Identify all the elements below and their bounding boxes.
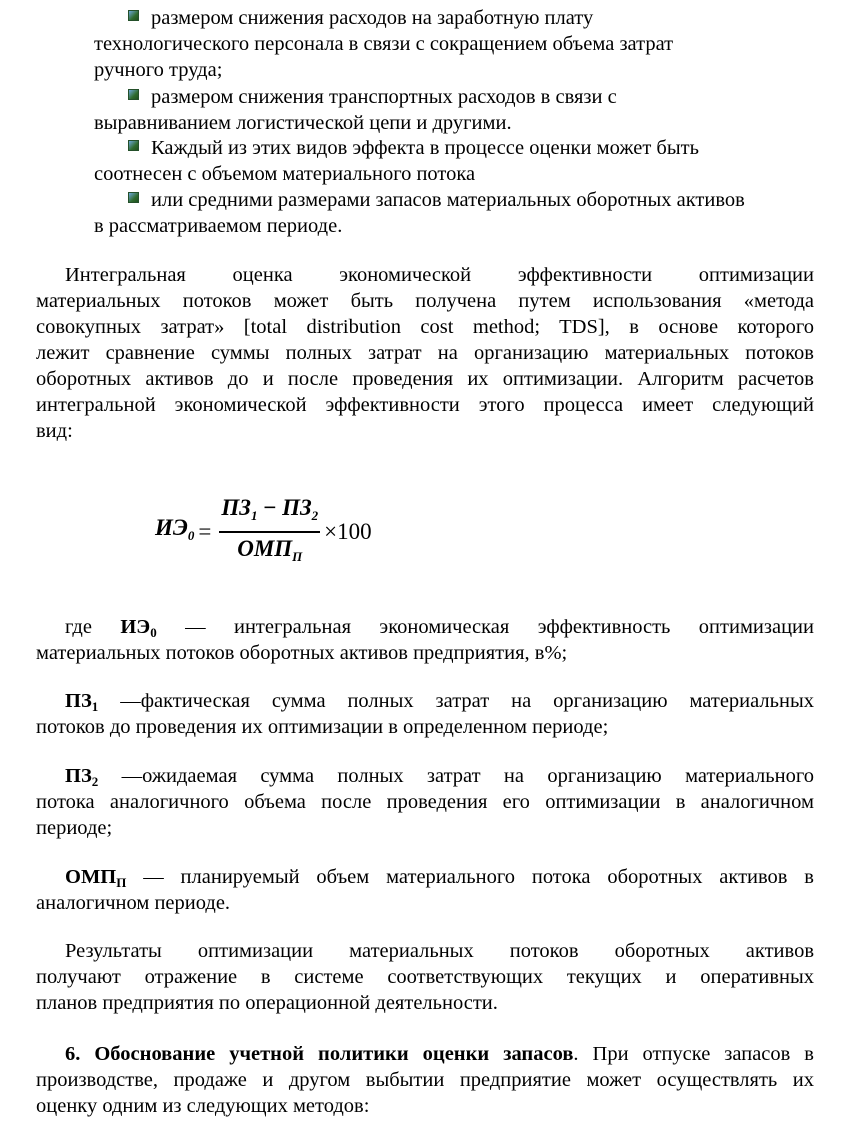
paragraph-line: интегральной экономической эффективности этого процесса имеет следующий — [36, 394, 814, 416]
definition-omp — [36, 864, 814, 916]
definition-line: $ОМП_П$ — планируемый объем материального потока оборотных активов в — [65, 866, 814, 890]
square-bullet-icon — [128, 89, 139, 100]
bullet-item-1-line3: ручного труда; — [94, 59, 223, 81]
bullet-item-3-line1 — [128, 135, 699, 161]
definition-line: периоде; — [36, 817, 113, 839]
paragraph-line: получают отражение в системе соответствующих текущих и оперативных — [36, 966, 814, 988]
definition-line: аналогичном периоде. — [36, 892, 231, 914]
definition-line: $ПЗ_2$ —ожидаемая сумма полных затрат на организацию материального — [65, 765, 814, 789]
formula-lhs: $ИЭ_0$ — [155, 515, 195, 543]
bullet-text: Каждый из этих видов эффекта в процессе оценки может быть — [151, 137, 699, 159]
paragraph-line: материальных потоков может быть получена путем использования «метода — [36, 290, 814, 312]
bullet-text: или средними размерами запасов материальных оборотных активов — [151, 189, 745, 211]
paragraph-results — [36, 938, 814, 1016]
paragraph-line: совокупных затрат» [total distribution cost method; TDS], в основе которого — [36, 316, 814, 338]
section-heading: 6. Обоснование учетной политики оценки запасов — [65, 1043, 574, 1065]
paragraph-integral-assessment — [36, 262, 814, 444]
definition-pz2 — [36, 763, 814, 841]
section-heading-line: 6. Обоснование учетной политики оценки запасов. При отпуске запасов в — [65, 1043, 814, 1065]
definition-line: потока аналогичного объема после проведения его оптимизации в аналогичном — [36, 791, 814, 813]
bullet-text: размером снижения расходов на заработную плату — [151, 7, 594, 29]
bullet-item-4-line1 — [128, 187, 745, 213]
definition-line: где $ИЭ_0$ — интегральная экономическая эффективность оптимизации — [65, 616, 814, 640]
formula-multiplier: ×100 — [324, 519, 372, 544]
bullet-item-1-line2: технологического персонала в связи с сокращением объема затрат — [94, 33, 674, 55]
definition-line: потоков до проведения их оптимизации в определенном периоде; — [36, 716, 609, 738]
bullet-item-4-line2: в рассматриваемом периоде. — [94, 215, 343, 237]
formula-numerator: $ПЗ_1 - ПЗ_2$ — [219, 495, 320, 533]
bullet-item-2-line1 — [128, 84, 617, 110]
bullet-item-1-line1 — [128, 5, 593, 31]
paragraph-line: планов предприятия по операционной деятельности. — [36, 992, 498, 1014]
bullet-item-2-line2: выравниванием логистической цепи и другими. — [94, 112, 512, 134]
bullet-text: размером снижения транспортных расходов в связи с — [151, 86, 617, 108]
formula-fraction — [219, 495, 320, 570]
definition-line: $ПЗ_1$ —фактическая сумма полных затрат на организацию материальных — [65, 690, 814, 714]
definition-pz1 — [36, 688, 814, 740]
paragraph-line: производстве, продаже и другом выбытии предприятие может осуществлять их — [36, 1069, 814, 1091]
definition-ie — [36, 614, 814, 666]
formula-integral-efficiency — [155, 494, 372, 567]
paragraph-line: оценку одним из следующих методов: — [36, 1095, 370, 1117]
paragraph-line: лежит сравнение суммы полных затрат на организацию материальных потоков — [36, 342, 814, 364]
square-bullet-icon — [128, 140, 139, 151]
bullet-item-3-line2: соотнесен с объемом материального потока — [94, 163, 476, 185]
definition-line: материальных потоков оборотных активов предприятия, в%; — [36, 642, 568, 664]
square-bullet-icon — [128, 10, 139, 21]
paragraph-line: вид: — [36, 420, 73, 442]
square-bullet-icon — [128, 192, 139, 203]
formula-denominator: $ОМП_П$ — [237, 535, 303, 564]
formula-equals: = — [198, 519, 212, 544]
paragraph-line: Интегральная оценка экономической эффективности оптимизации — [65, 264, 814, 286]
paragraph-line: Результаты оптимизации материальных потоков оборотных активов — [65, 940, 814, 962]
paragraph-line: оборотных активов до и после проведения их оптимизации. Алгоритм расчетов — [36, 368, 814, 390]
section-6-inventory-policy — [36, 1041, 814, 1119]
